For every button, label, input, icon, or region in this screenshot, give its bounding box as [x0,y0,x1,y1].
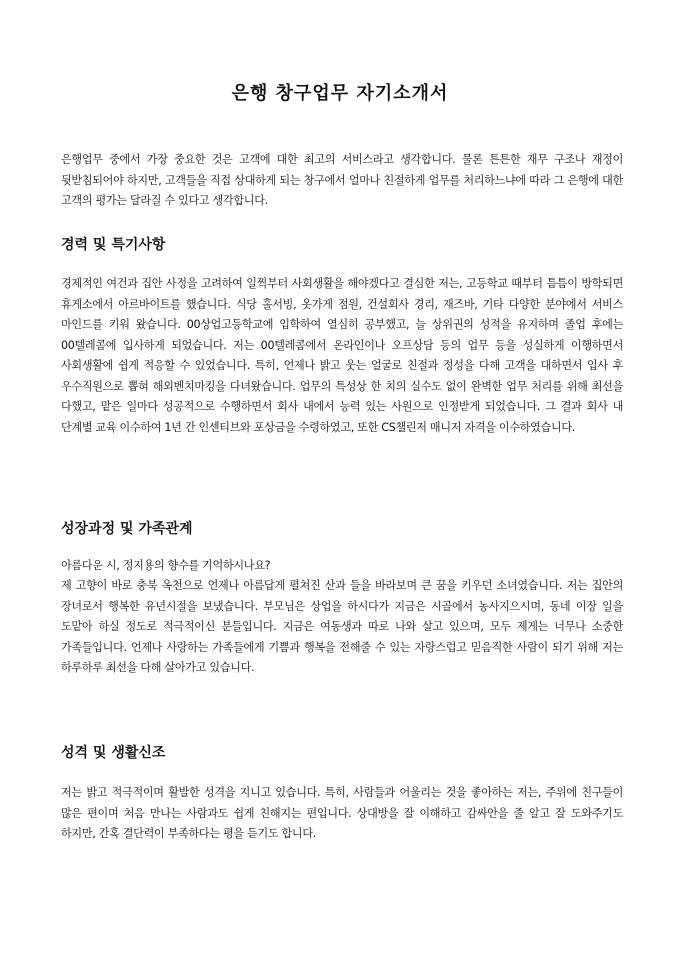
section-heading-career: 경력 및 특기사항 [61,237,166,253]
upbringing-question: 아름다운 시, 정지용의 향수를 기억하시나요? [61,559,271,572]
section-heading-personality: 성격 및 생활신조 [61,745,166,761]
career-paragraph: 경제적인 여건과 집안 사정을 고려하여 일찍부터 사회생활을 해야겠다고 결심한 저는, 고등학교 때부터 틈틈이 방학되면 휴게소에서 아르바이트를 했습니다. 식당 홀서빙, 옷가게 점원, 건설회사 경리, 재즈바, 기타 다양한 분야에서 서비스 마인드를 키워 왔습니다. 00상업고등학교에 입학하여 열심히 공부했고, 늘 상위권의 성적을 유지하며 졸업 후에는 00텔레콤에 입사하게 되었습니다. 저는 00텔레콤에서 온라인이나 오프상담 등의 업무 등을 성실하게 이행하면서 사회생활에 쉽게 적응할 수 있었습니다. 특히, 언제나 밝고 웃는 얼굴로 친절과 정성을 다해 고객을 대하면서 입사 후 우수직원으로 뽑혀 해외벤치마킹을 다녀왔습니다. 업무의 특성상 한 치의 실수도 없이 완벽한 업무 처리를 위해 최선을 다했고, 맡은 일마다 성공적으로 수행하면서 회사 내에서 능력 있는 사원으로 인정받게 되었습니다. 그 결과 회사 내 단계별 교육 이수하여 1년 간 인센티브와 포상금을 수령하였고, 또한 CS챌린저 매니저 자격을 이수하였습니다. [61,277,624,434]
document-title: 은행 창구업무 자기소개서 [231,83,449,104]
intro-paragraph: 은행업무 중에서 가장 중요한 것은 고객에 대한 최고의 서비스라고 생각합니다. 물론 튼튼한 재무 구조나 재정이 뒷받침되어야 하지만, 고객들을 직접 상대하게 되는 창구에서 얼마나 친절하게 업무를 처리하느냐에 따라 그 은행에 대한 고객의 평가는 달라질 수 있다고 생각합니다. [61,153,623,207]
personality-paragraph: 저는 밝고 적극적이며 활발한 성격을 지니고 있습니다. 특히, 사람들과 어울리는 것을 좋아하는 저는, 주위에 친구들이 많은 편이며 처음 만나는 사람과도 쉽게 친해지는 편입니다. 상대방을 잘 이해하고 감싸안을 줄 알고 잘 도와주기도 하지만, 간혹 결단력이 부족하다는 평을 듣기도 합니다. [61,786,623,840]
section-heading-upbringing: 성장과정 및 가족관계 [61,521,193,537]
upbringing-paragraph: 제 고향이 바로 충북 옥천으로 언제나 아름답게 펼쳐진 산과 들을 바라보며 큰 꿈을 키우던 소녀였습니다. 저는 집안의 장녀로서 행복한 유년시절을 보냈습니다. 부모님은 상업을 하시다가 지금은 시골에서 농사지으시며, 동네 이장 일을 도맡아 하실 정도로 적극적이신 분들입니다. 지금은 여동생과 따로 나와 살고 있으며, 모두 제게는 너무나 소중한 가족들입니다. 언제나 사랑하는 가족들에게 기쁨과 행복을 전해줄 수 있는 자랑스럽고 믿음직한 사람이 되기 위해 저는 하루하루 최선을 다해 살아가고 있습니다. [61,579,623,674]
